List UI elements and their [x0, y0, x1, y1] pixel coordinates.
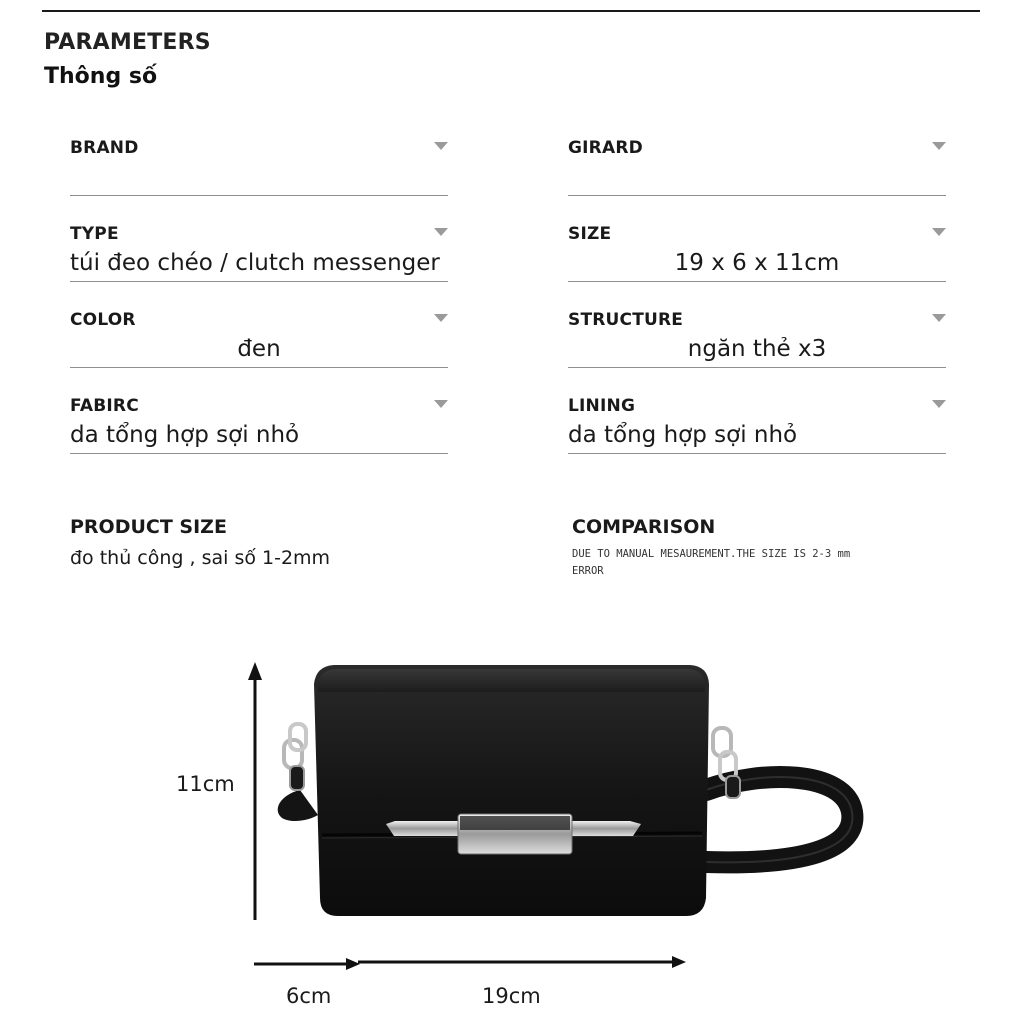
bag-body: [314, 665, 709, 916]
param-label: SIZE: [568, 224, 612, 244]
param-value: ngăn thẻ x3: [687, 336, 827, 362]
param-label: BRAND: [70, 138, 139, 158]
param-label: COLOR: [70, 310, 136, 330]
param-label: FABIRC: [70, 396, 139, 416]
depth-arrowhead: [346, 958, 360, 970]
product-size-title: PRODUCT SIZE: [70, 516, 227, 538]
param-value: da tổng hợp sợi nhỏ: [568, 422, 798, 448]
param-value: đen: [237, 336, 281, 362]
param-value: 19 x 6 x 11cm: [674, 250, 840, 276]
section-title: PARAMETERS: [44, 30, 211, 55]
param-label: STRUCTURE: [568, 310, 684, 330]
bag-top-edge: [318, 669, 705, 692]
width-dimension: 19cm: [482, 984, 541, 1008]
section-subtitle: Thông số: [44, 64, 158, 89]
height-dimension: 11cm: [176, 772, 235, 796]
comparison-note: DUE TO MANUAL MESAUREMENT.THE SIZE IS 2-3 mm ERROR: [572, 548, 851, 577]
param-value: túi đeo chéo / clutch messenger: [70, 250, 440, 276]
left-chain-clasp: [278, 724, 318, 821]
depth-dimension: 6cm: [286, 984, 332, 1008]
product-size-note: đo thủ công , sai số 1-2mm: [70, 547, 331, 569]
comparison-title: COMPARISON: [572, 516, 716, 538]
height-arrowhead: [248, 662, 262, 680]
param-label: LINING: [568, 396, 636, 416]
param-value: da tổng hợp sợi nhỏ: [70, 422, 300, 448]
param-label: TYPE: [70, 224, 119, 244]
param-label: GIRARD: [568, 138, 643, 158]
width-arrowhead: [672, 956, 686, 968]
clasp-shade: [460, 816, 570, 830]
